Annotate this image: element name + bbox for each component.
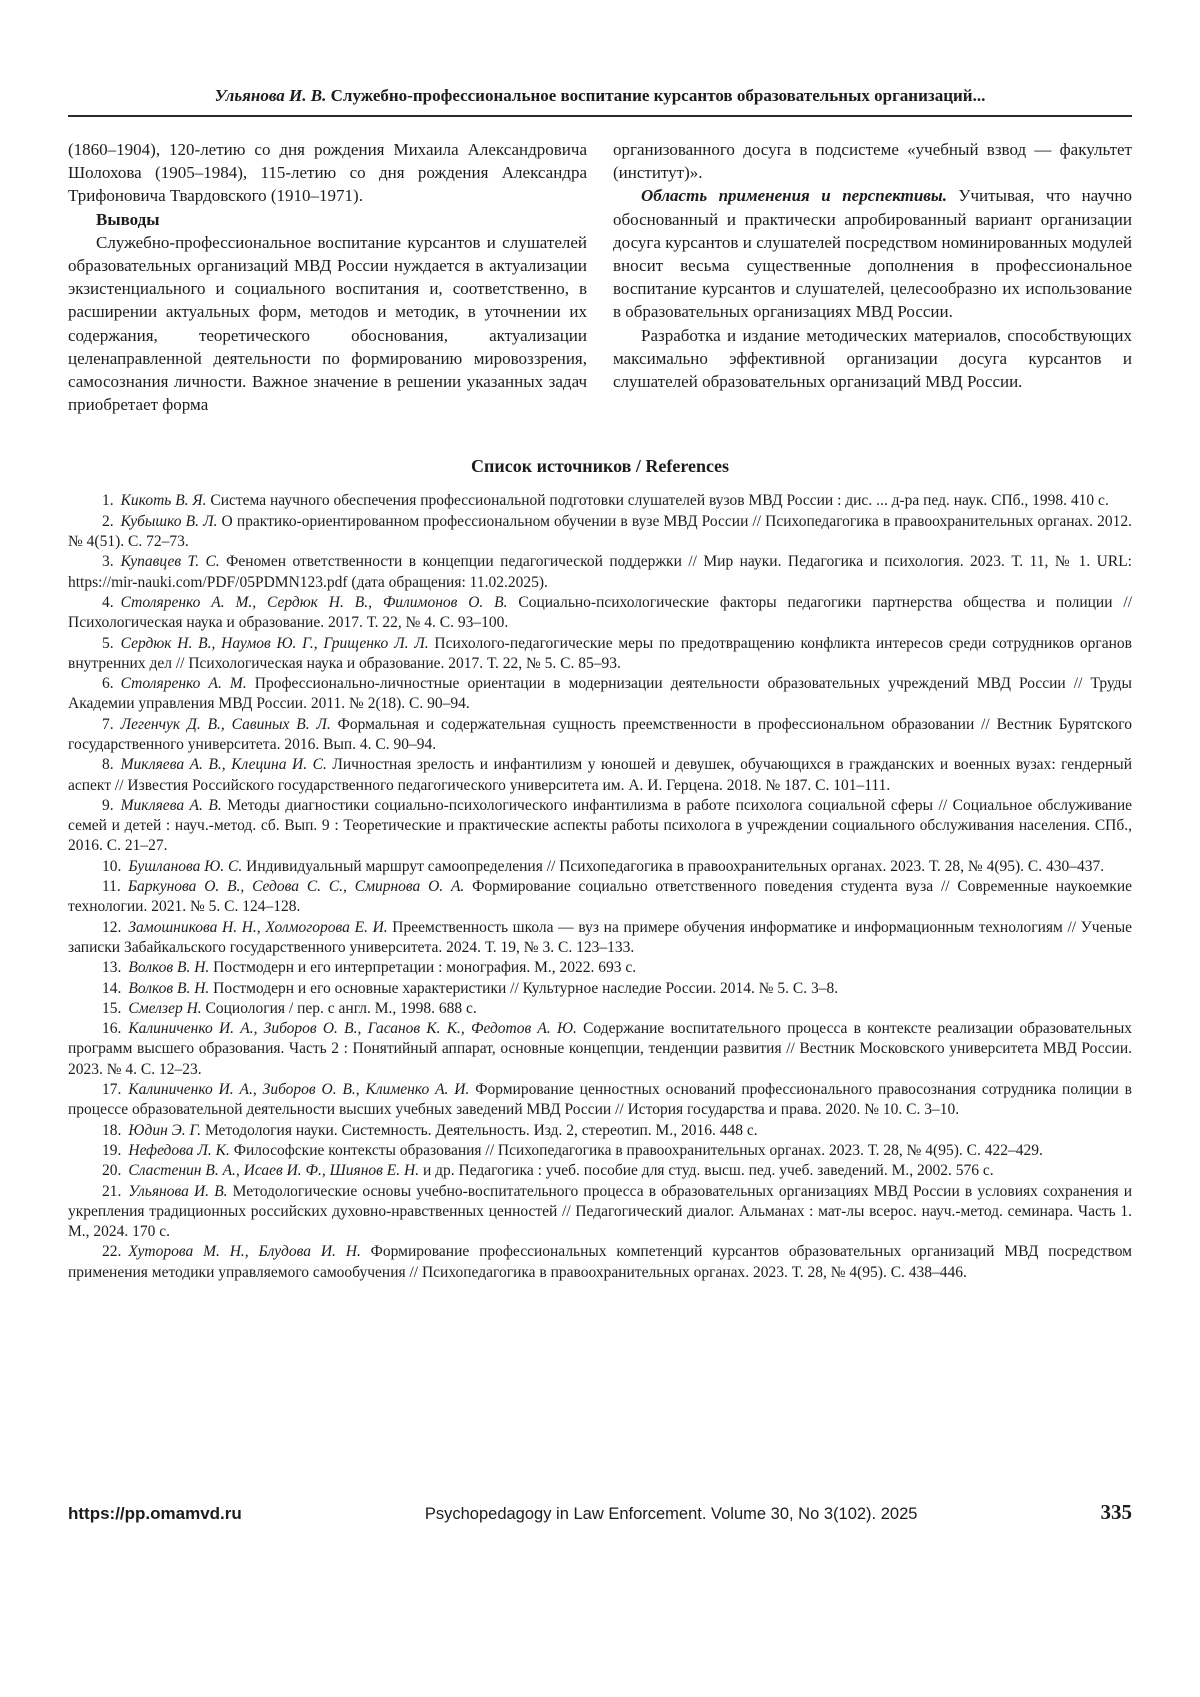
reference-text: Социально-психологические факторы педагогики партнерства общества и полиции // Психологическая наука и образование. 2017. Т. 22, № 4. С. 93–100. [68, 593, 1133, 632]
paragraph: Разработка и издание методических материалов, способствующих максимально эффективной организации досуга курсантов и слушателей образовательных организаций МВД России. [613, 325, 1132, 392]
reference-item [68, 593, 1132, 634]
reference-number: 3. [102, 553, 114, 571]
paragraph-scope [613, 184, 1132, 323]
reference-text: Методологические основы учебно-воспитательного процесса в образовательных организациях МВД России в условиях сохранения и укрепления традиционных российских духовно-нравственных ценностей // Педагогический диалог. Альманах : мат-лы всерос. науч.-метод. семинара. Часть 1. М., 2024. 170 с. [68, 1182, 1132, 1241]
reference-item [68, 958, 1132, 978]
paragraph-continuation: (1860–1904), 120-летию со дня рождения Михаила Александровича Шолохова (1905–1984), 115-летию со дня рождения Александра Трифоновича Твардовского (1910–1971). [68, 140, 587, 206]
reference-authors: Купавцев Т. С. [120, 553, 220, 571]
reference-text: Формирование профессиональных компетенций курсантов образовательных организаций МВД посредством применения методики управляемого самообучения // Психопедагогика в правоохранительных органах. 2023. Т. 28, № 4(95). С. 438–446. [68, 1243, 1132, 1281]
reference-authors: Волков В. Н. [128, 959, 210, 977]
reference-item [68, 674, 1132, 715]
reference-authors: Калиниченко И. А., Зиборов О. В., Клименко А. И. [128, 1081, 470, 1099]
reference-item [68, 755, 1132, 796]
reference-number: 17. [102, 1081, 122, 1099]
reference-number: 20. [102, 1162, 122, 1180]
reference-authors: Кикоть В. Я. [120, 492, 207, 510]
reference-text: Социология / пер. с англ. М., 1998. 688 с. [201, 999, 477, 1017]
reference-authors: Юдин Э. Г. [128, 1121, 202, 1139]
left-column [68, 138, 587, 416]
reference-text: Феномен ответственности в концепции педагогической поддержки // Мир науки. Педагогика и психология. 2023. Т. 11, № 1. URL: https://mir-nauki.com/PDF/05PDMN123.pdf (дата обращения: 11.02.2025). [68, 553, 1132, 591]
reference-item [68, 1141, 1132, 1161]
right-column [613, 138, 1132, 416]
reference-number: 15. [102, 999, 122, 1017]
reference-item [68, 1019, 1132, 1080]
reference-number: 13. [102, 959, 122, 977]
reference-number: 7. [102, 715, 114, 733]
reference-text: Личностная зрелость и инфантилизм у юношей и девушек, обучающихся в гражданских и военных вузах: гендерный аспект // Известия Российского государственного педагогического университета им. А. И. Герцена. 2018. № 187. С. 101–111. [68, 756, 1132, 794]
reference-item [68, 1080, 1132, 1121]
paragraph: Служебно-профессиональное воспитание курсантов и слушателей образовательных организаций МВД России нуждается в актуализации экзистенциального и социального воспитания и, соответственно, в расширении актуальных форм, методов и методик, в уточнении их содержания, теоретического обоснования, актуализации целенаправленной деятельности по формированию мировоззрения, самосознания личности. Важное значение в решении указанных задач приобретает форма [68, 232, 587, 415]
reference-text: Методология науки. Системность. Деятельность. Изд. 2, стереотип. М., 2016. 448 с. [201, 1121, 758, 1139]
reference-text: Индивидуальный маршрут самоопределения // Психопедагогика в правоохранительных органах. 2023. Т. 28, № 4(95). С. 430–437. [242, 857, 1105, 875]
reference-text: Профессионально-личностные ориентации в модернизации деятельности образовательных учреждений МВД России // Труды Академии управления МВД России. 2011. № 2(18). С. 90–94. [68, 675, 1132, 713]
reference-number: 18. [102, 1121, 122, 1139]
reference-text: Формирование социально ответственного поведения студента вуза // Современные наукоемкие технологии. 2021. № 5. С. 124–128. [68, 878, 1132, 916]
reference-item [68, 715, 1132, 756]
reference-number: 1. [102, 492, 114, 510]
reference-authors: Сердюк Н. В., Наумов Ю. Г., Грищенко Л. Л. [120, 634, 429, 652]
reference-authors: Сластенин В. А., Исаев И. Ф., Шиянов Е. Н. [128, 1162, 420, 1180]
reference-authors: Замошникова Н. Н., Холмогорова Е. И. [128, 918, 388, 936]
references-heading: Список источников / References [470, 456, 730, 477]
reference-number: 21. [102, 1182, 122, 1200]
conclusions-heading: Выводы [96, 209, 160, 229]
reference-number: 11. [102, 878, 121, 896]
page-footer [68, 1500, 1132, 1525]
reference-number: 12. [102, 918, 122, 936]
paragraph-continuation: организованного досуга в подсистеме «учебный взвод — факультет (институт)». [613, 140, 1132, 183]
reference-item [68, 1121, 1132, 1141]
reference-authors: Легенчук Д. В., Савиных В. Л. [120, 715, 331, 733]
running-head-author: Ульянова И. В. [214, 86, 327, 105]
reference-number: 2. [102, 512, 114, 530]
reference-text: Преемственность школа — вуз на примере обучения информатике и информационным технологиям // Ученые записки Забайкальского государственного университета. 2024. Т. 19, № 3. С. 123–133. [68, 918, 1132, 956]
reference-number: 4. [102, 593, 114, 611]
page-number: 335 [1100, 1500, 1132, 1524]
reference-item [68, 796, 1132, 857]
reference-text: Постмодерн и его интерпретации : монография. М., 2022. 693 с. [209, 959, 637, 977]
reference-item [68, 979, 1132, 999]
running-head-title: Служебно-профессиональное воспитание курсантов образовательных организаций... [326, 86, 986, 105]
references-list [68, 491, 1132, 1283]
reference-authors: Кубышко В. Л. [120, 512, 218, 530]
reference-text: Система научного обеспечения профессиональной подготовки слушателей вузов МВД России : дис. ... д-ра пед. наук. СПб., 1998. 410 с. [206, 492, 1109, 510]
reference-authors: Микляева А. В., Клецина И. С. [120, 756, 327, 774]
reference-text: Методы диагностики социально-психологического инфантилизма в работе психолога социальной сферы // Социальное обслуживание семей и детей : науч.-метод. сб. Вып. 9 : Теоретические и практические аспекты работы психолога в учреждении социального обслуживания населения. СПб., 2016. С. 21–27. [68, 796, 1133, 855]
reference-item [68, 1182, 1132, 1243]
scope-run-in-heading: Область применения и перспективы. [641, 186, 947, 206]
running-head [68, 86, 1132, 117]
reference-text: Философские контексты образования // Психопедагогика в правоохранительных органах. 2023. Т. 28, № 4(95). С. 422–429. [229, 1141, 1043, 1159]
reference-number: 6. [102, 675, 114, 693]
journal-url-link[interactable]: https://pp.omamvd.ru [68, 1504, 242, 1523]
reference-item [68, 634, 1132, 675]
reference-text: Психолого-педагогические меры по предотвращению конфликта интересов среди сотрудников органов внутренних дел // Психологическая наука и образование. 2017. Т. 22, № 5. С. 85–93. [68, 634, 1132, 672]
reference-authors: Смелзер Н. [128, 999, 202, 1017]
reference-authors: Нефедова Л. К. [128, 1141, 230, 1159]
reference-number: 16. [102, 1020, 122, 1038]
reference-authors: Микляева А. В. [120, 796, 222, 814]
reference-text: и др. Педагогика : учеб. пособие для студ. высш. пед. учеб. заведений. М., 2002. 576 с. [419, 1162, 994, 1180]
reference-authors: Столяренко А. М., Сердюк Н. В., Филимонов О. В. [120, 593, 508, 611]
reference-item [68, 512, 1132, 553]
reference-item [68, 491, 1132, 511]
reference-authors: Баркунова О. В., Седова С. С., Смирнова О. А. [127, 878, 465, 896]
reference-text: Содержание воспитательного процесса в контексте реализации образовательных программ высшего образования. Часть 2 : Понятийный аппарат, основные концепции, тенденции развития // Вестник Московского университета МВД России. 2023. № 4. С. 12–23. [68, 1020, 1132, 1078]
reference-number: 19. [102, 1141, 122, 1159]
reference-number: 14. [102, 979, 122, 997]
reference-authors: Волков В. Н. [128, 979, 210, 997]
reference-authors: Калиниченко И. А., Зиборов О. В., Гасанов К. К., Федотов А. Ю. [128, 1020, 577, 1038]
journal-imprint-line: Psychopedagogy in Law Enforcement. Volume 30, No 3(102). 2025 [424, 1505, 918, 1523]
reference-item [68, 999, 1132, 1019]
reference-text: О практико-ориентированном профессиональном обучении в вузе МВД России // Психопедагогика в правоохранительных органах. 2012. № 4(51). С. 72–73. [68, 512, 1132, 551]
reference-item [68, 918, 1132, 959]
reference-item [68, 877, 1132, 918]
reference-item [68, 1161, 1132, 1181]
reference-number: 5. [102, 634, 114, 652]
reference-item [68, 857, 1132, 877]
reference-number: 8. [102, 756, 114, 774]
reference-authors: Хуторова М. Н., Блудова И. Н. [128, 1243, 361, 1261]
reference-text: Постмодерн и его основные характеристики // Культурное наследие России. 2014. № 5. С. 3–8. [209, 979, 839, 997]
reference-number: 22. [102, 1243, 122, 1261]
reference-item [68, 552, 1132, 593]
reference-authors: Столяренко А. М. [120, 675, 247, 693]
reference-authors: Ульянова И. В. [128, 1182, 228, 1200]
article-body [68, 138, 1132, 416]
reference-text: Формальная и содержательная сущность преемственности в профессиональном образовании // Вестник Бурятского государственного университета. 2016. Вып. 4. С. 90–94. [68, 715, 1132, 753]
reference-number: 10. [102, 857, 122, 875]
paragraph-text: Учитывая, что научно обоснованный и практически апробированный вариант организации досуга курсантов и слушателей посредством номинированных модулей вносит весьма существенные дополнения в профессиональное воспитание курсантов и слушателей, целесообразно их использование в образовательных организациях МВД России. [613, 186, 1132, 322]
reference-authors: Бушланова Ю. С. [128, 857, 243, 875]
reference-number: 9. [102, 796, 114, 814]
reference-text: Формирование ценностных оснований профессионального правосознания сотрудника полиции в процессе образовательной деятельности высших учебных заведений МВД России // История государства и права. 2020. № 10. С. 3–10. [68, 1081, 1132, 1119]
reference-item [68, 1242, 1132, 1283]
